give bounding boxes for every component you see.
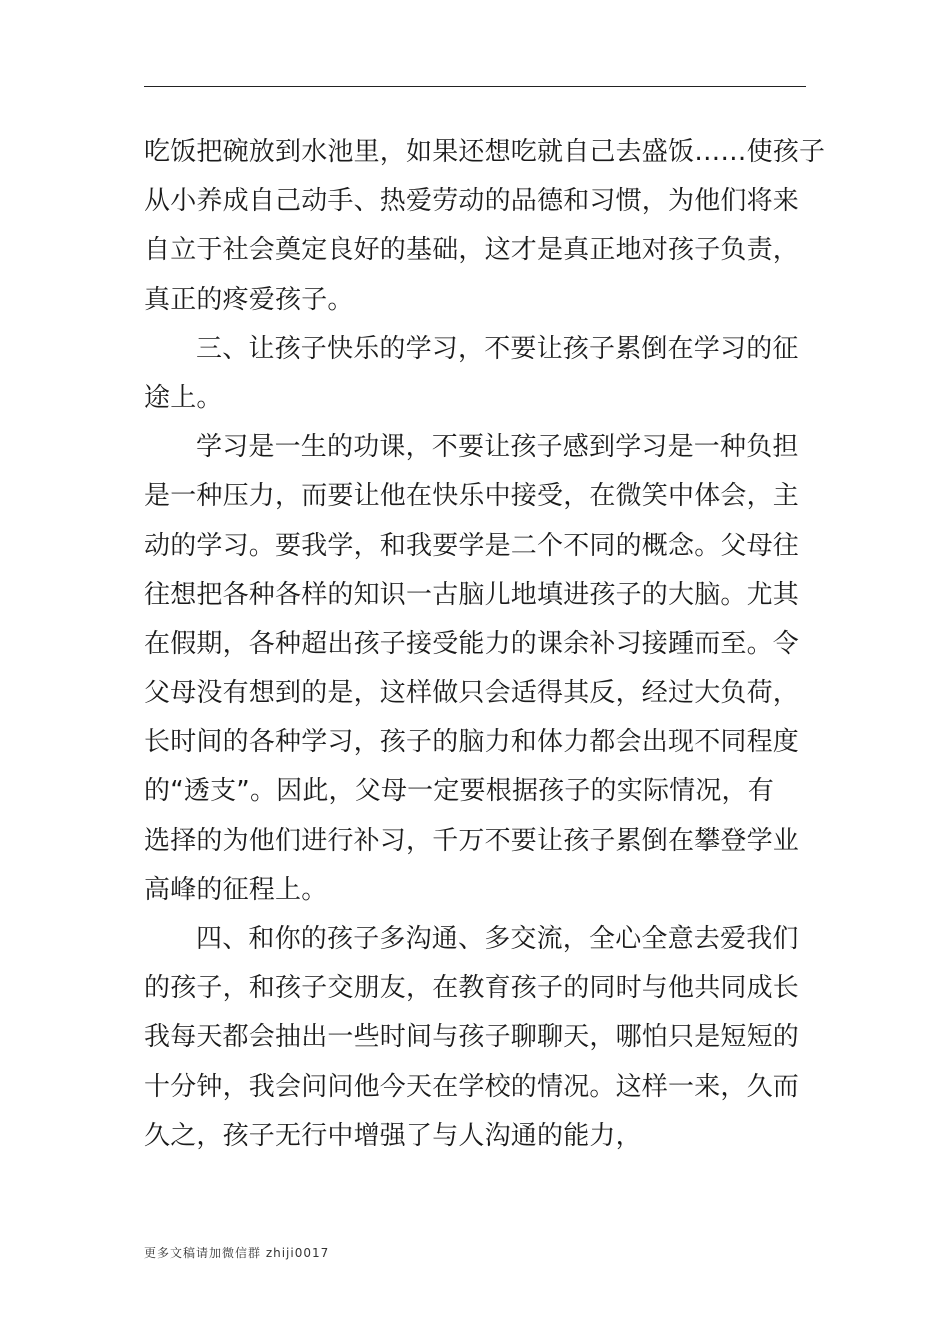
header-rule xyxy=(144,86,806,87)
paragraph-start: 学习是一生的功课，不要让孩子感到学习是一种负担 xyxy=(196,432,799,463)
text-line: 久之，孩子无行中增强了与人沟通的能力， xyxy=(144,1120,642,1151)
text-line: 途上。 xyxy=(144,382,223,413)
footer-note: 更多文稿请加微信群 zhiji0017 xyxy=(144,1246,330,1260)
text-line: 选择的为他们进行补习，千万不要让孩子累倒在攀登学业 xyxy=(144,825,800,856)
text-line: 从小养成自己动手、热爱劳动的品德和习惯，为他们将来 xyxy=(144,186,800,217)
text-line: 吃饭把碗放到水池里，如果还想吃就自己去盛饭……使孩子 xyxy=(144,137,826,167)
section-heading-three: 三、让孩子快乐的学习，不要让孩子累倒在学习的征 xyxy=(196,333,799,364)
text-line: 真正的疼爱孩子。 xyxy=(144,284,354,315)
text-line: 我每天都会抽出一些时间与孩子聊聊天，哪怕只是短短的 xyxy=(144,1022,800,1053)
text-line: 往想把各种各样的知识一古脑儿地填进孩子的大脑。尤其 xyxy=(144,579,800,610)
text-line: 长时间的各种学习，孩子的脑力和体力都会出现不同程度 xyxy=(144,727,800,758)
text-line: 是一种压力，而要让他在快乐中接受，在微笑中体会，主 xyxy=(144,481,800,512)
text-line: 动的学习。要我学，和我要学是二个不同的概念。父母往 xyxy=(144,530,800,561)
text-line: 的孩子，和孩子交朋友，在教育孩子的同时与他共同成长 xyxy=(144,973,800,1004)
text-line: 父母没有想到的是，这样做只会适得其反，经过大负荷， xyxy=(144,678,800,709)
section-heading-four: 四、和你的孩子多沟通、多交流，全心全意去爱我们 xyxy=(196,924,799,954)
text-line: 高峰的征程上。 xyxy=(144,874,328,905)
text-line: 十分钟，我会问问他今天在学校的情况。这样一来，久而 xyxy=(144,1071,800,1102)
text-line: 在假期，各种超出孩子接受能力的课余补习接踵而至。令 xyxy=(144,628,800,659)
text-line: 的“透支”。因此，父母一定要根据孩子的实际情况，有 xyxy=(144,776,774,807)
document-body xyxy=(144,128,826,1161)
text-line: 自立于社会奠定良好的基础，这才是真正地对孩子负责， xyxy=(144,235,800,266)
